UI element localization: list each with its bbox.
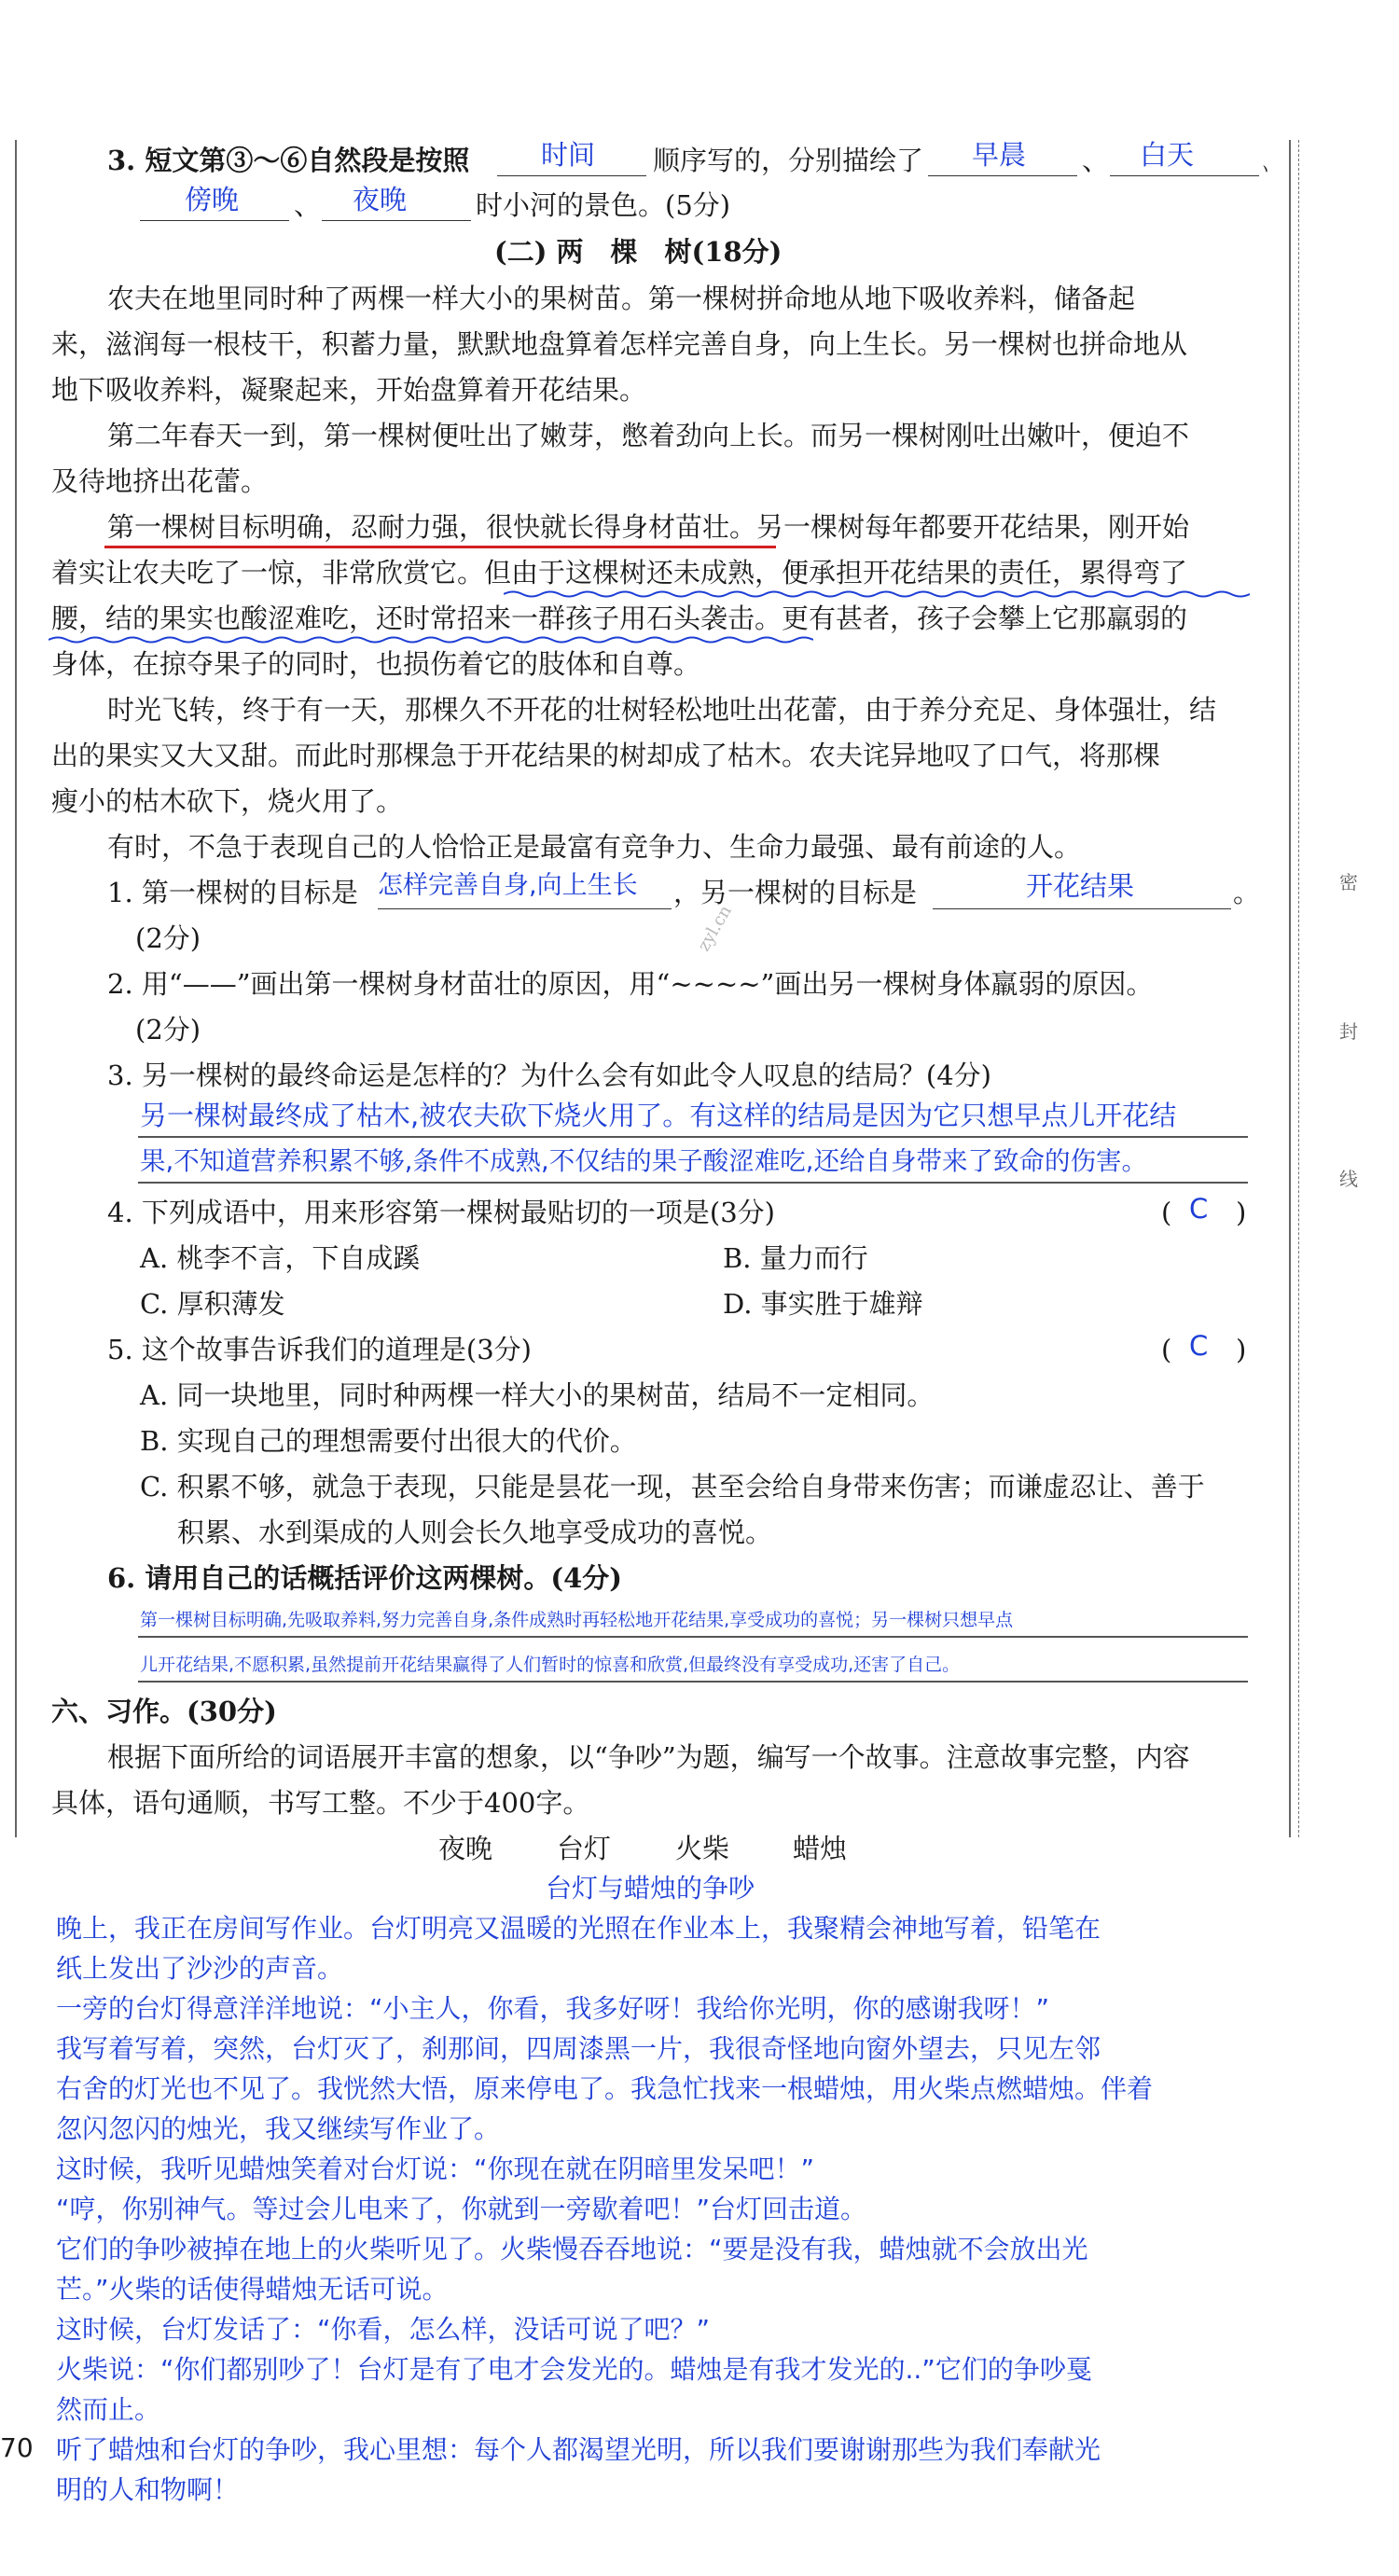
q4-paren-right: ) bbox=[1236, 1197, 1247, 1228]
essay-line: 一旁的台灯得意洋洋地说：“小主人，你看，我多好呀！我给你光明，你的感谢我呀！” bbox=[56, 1993, 1050, 2024]
q3-top-answer5: 夜晚 bbox=[353, 184, 408, 215]
essay-line: 我写着写着，突然，台灯灭了，刹那间，四周漆黑一片，我很奇怪地向窗外望去，只见左邻 bbox=[56, 2033, 1101, 2064]
section6-word: 夜晚 bbox=[438, 1833, 493, 1864]
passage-line: 第二年春天一到，第一棵树便吐出了嫩芽，憋着劲向上长。而另一棵树刚吐出嫩叶，便迫不 bbox=[107, 420, 1190, 451]
q3-top-blank4 bbox=[140, 220, 289, 221]
red-underline bbox=[104, 546, 776, 548]
q3-text: 3. 另一棵树的最终命运是怎样的？为什么会有如此令人叹息的结局？(4分) bbox=[107, 1059, 991, 1091]
q1-text-a: 1. 第一棵树的目标是 bbox=[107, 877, 358, 908]
q3-top-blank1 bbox=[497, 175, 646, 176]
section6-word: 台灯 bbox=[557, 1833, 612, 1864]
q6-answer-rule2 bbox=[138, 1681, 1248, 1683]
essay-title: 台灯与蜡烛的争吵 bbox=[546, 1873, 755, 1904]
passage-line: 瘦小的枯木砍下，烧火用了。 bbox=[51, 785, 404, 817]
essay-line: 明的人和物啊！ bbox=[56, 2474, 240, 2505]
watermark: zyl.cn bbox=[694, 902, 736, 955]
essay-line: 它们的争吵被掉在地上的火柴听见了。火柴慢吞吞地说：“要是没有我，蜡烛就不会放出光 bbox=[56, 2234, 1088, 2264]
q3-top-answer1: 时间 bbox=[541, 139, 596, 171]
passage-line: 有时，不急于表现自己的人恰恰正是最富有竞争力、生命力最强、最有前途的人。 bbox=[107, 831, 1082, 863]
essay-line: 晚上，我正在房间写作业。台灯明亮又温暖的光照在作业本上，我聚精会神地写着，铅笔在 bbox=[56, 1913, 1101, 1944]
q3-top-blank2 bbox=[928, 175, 1077, 176]
q2-score: (2分) bbox=[135, 1014, 201, 1046]
section6-prompt-line2: 具体，语句通顺，书写工整。不少于400字。 bbox=[51, 1787, 590, 1819]
q5-option-a: A. 同一块地里，同时种两棵一样大小的果树苗，结局不一定相同。 bbox=[140, 1379, 935, 1411]
blue-wavy-underline bbox=[48, 635, 813, 644]
q3-top-answer2: 早晨 bbox=[972, 139, 1027, 171]
q3-top-sep1: 、 bbox=[1082, 145, 1110, 176]
essay-line: 火柴说：“你们都别吵了！台灯是有了电才会发光的。蜡烛是有我才发光的..”它们的争吵戛 bbox=[56, 2354, 1092, 2385]
q6-answer-line1: 第一棵树目标明确,先吸取养料,努力完善自身,条件成熟时再轻松地开花结果,享受成功的喜悦；另一棵树只想早点 bbox=[140, 1610, 1014, 1630]
q5-option-c: C. 积累不够，就急于表现，只能是昙花一现，甚至会给自身带来伤害；而谦虚忍让、善于 bbox=[140, 1471, 1205, 1503]
essay-line: 忽闪忽闪的烛光，我又继续写作业了。 bbox=[56, 2113, 501, 2144]
passage-line: 及待地挤出花蕾。 bbox=[51, 465, 269, 497]
q4-answer: C bbox=[1189, 1193, 1209, 1225]
q3-answer-rule2 bbox=[138, 1182, 1248, 1184]
passage-line: 身体，在掠夺果子的同时，也损伤着它的肢体和自尊。 bbox=[51, 648, 701, 680]
q4-paren-left: ( bbox=[1161, 1197, 1172, 1228]
q3-answer-line2: 果,不知道营养积累不够,条件不成熟,不仅结的果子酸涩难吃,还给自身带来了致命的伤害。 bbox=[140, 1146, 1147, 1176]
q3-top-line1b: 顺序写的，分别描绘了 bbox=[653, 145, 924, 176]
passage-line: 腰，结的果实也酸涩难吃，还时常招来一群孩子用石头袭击。更有甚者，孩子会攀上它那羸弱的 bbox=[51, 602, 1188, 634]
passage-line: 着实让农夫吃了一惊，非常欣赏它。但由于这棵树还未成熟，便承担开花结果的责任，累得弯了 bbox=[51, 557, 1188, 589]
passage-line: 地下吸收养料，凝聚起来，开始盘算着开花结果。 bbox=[51, 374, 647, 406]
q3-top-answer4: 傍晚 bbox=[185, 184, 240, 215]
q6-text: 6. 请用自己的话概括评价这两棵树。(4分) bbox=[107, 1562, 622, 1594]
margin-label-xian: 线 bbox=[1339, 1168, 1358, 1190]
q5-answer: C bbox=[1189, 1330, 1209, 1362]
section6-word: 蜡烛 bbox=[793, 1833, 848, 1864]
blue-wavy-underline bbox=[504, 589, 1250, 599]
seal-line-right bbox=[1298, 140, 1299, 1837]
q5-option-b: B. 实现自己的理想需要付出很大的代价。 bbox=[140, 1425, 637, 1457]
q1-score: (2分) bbox=[135, 922, 201, 954]
essay-line: 然而止。 bbox=[56, 2394, 161, 2425]
q3-top-sep3: 、 bbox=[294, 189, 322, 221]
margin-label-mi: 密 bbox=[1339, 871, 1358, 893]
q5-paren-right: ) bbox=[1236, 1334, 1247, 1365]
q4-option-b: B. 量力而行 bbox=[723, 1242, 868, 1274]
essay-line: 听了蜡烛和台灯的争吵，我心里想：每个人都渴望光明，所以我们要谢谢那些为我们奉献光 bbox=[56, 2434, 1101, 2465]
essay-line: “哼，你别神气。等过会儿电来了，你就到一旁歇着吧！”台灯回击道。 bbox=[56, 2194, 867, 2224]
q3-top-answer3: 白天 bbox=[1140, 139, 1195, 171]
q3-top-line2b: 时小河的景色。(5分) bbox=[476, 189, 731, 221]
essay-line: 这时候，我听见蜡烛笑着对台灯说：“你现在就在阴暗里发呆吧！” bbox=[56, 2154, 815, 2184]
passage-line: 第一棵树目标明确，忍耐力强，很快就长得身材苗壮。另一棵树每年都要开花结果，刚开始 bbox=[107, 511, 1190, 543]
q3-answer-line1: 另一棵树最终成了枯木,被农夫砍下烧火用了。有这样的结局是因为它只想早点儿开花结 bbox=[140, 1100, 1177, 1131]
q3-top-line1a: 3. 短文第③～⑥自然段是按照 bbox=[107, 145, 470, 176]
q3-top-blank5 bbox=[322, 220, 471, 221]
q4-option-a: A. 桃李不言，下自成蹊 bbox=[140, 1242, 421, 1274]
section6-word: 火柴 bbox=[675, 1833, 730, 1864]
q1-answer1: 怎样完善自身,向上生长 bbox=[378, 871, 638, 900]
margin-label-feng: 封 bbox=[1339, 1020, 1358, 1043]
q1-blank1 bbox=[378, 908, 672, 909]
q1-blank2 bbox=[933, 908, 1231, 909]
essay-line: 这时候，台灯发话了：“你看，怎么样，没话可说了吧？” bbox=[56, 2314, 711, 2345]
seal-line-left bbox=[1289, 140, 1291, 1837]
q4-text: 4. 下列成语中，用来形容第一棵树最贴切的一项是(3分) bbox=[107, 1197, 775, 1228]
essay-line: 纸上发出了沙沙的声音。 bbox=[56, 1953, 344, 1984]
q1-text-c: 。 bbox=[1233, 877, 1261, 908]
q3-top-sep2: 、 bbox=[1263, 145, 1279, 176]
q3-top-blank3 bbox=[1110, 175, 1259, 176]
q1-answer2: 开花结果 bbox=[1026, 870, 1135, 902]
q2-text: 2. 用“——”画出第一棵树身材苗壮的原因，用“~~~~”画出另一棵树身体羸弱的原因。 bbox=[107, 968, 1154, 1000]
section6-prompt-line1: 根据下面所给的词语展开丰富的想象，以“争吵”为题，编写一个故事。注意故事完整，内容 bbox=[107, 1741, 1190, 1773]
q4-option-c: C. 厚积薄发 bbox=[140, 1288, 285, 1320]
section2-title: (二) 两 棵 树(18分) bbox=[494, 236, 783, 268]
left-border bbox=[15, 140, 17, 1837]
q1-text-b: ，另一棵树的目标是 bbox=[673, 877, 918, 908]
passage-line: 来，滋润每一根枝干，积蓄力量，默默地盘算着怎样完善自身，向上生长。另一棵树也拼命地从 bbox=[51, 328, 1188, 360]
q6-answer-line2: 儿开花结果,不愿积累,虽然提前开花结果赢得了人们暂时的惊喜和欣赏,但最终没有享受成功,还害了自己。 bbox=[140, 1655, 961, 1675]
q6-answer-rule1 bbox=[138, 1636, 1248, 1638]
essay-line: 右舍的灯光也不见了。我恍然大悟，原来停电了。我急忙找来一根蜡烛，用火柴点燃蜡烛。伴着 bbox=[56, 2073, 1154, 2104]
page-number: 70 bbox=[0, 2432, 34, 2463]
passage-line: 时光飞转，终于有一天，那棵久不开花的壮树轻松地吐出花蕾，由于养分充足、身体强壮，结 bbox=[107, 694, 1217, 726]
q5-text: 5. 这个故事告诉我们的道理是(3分) bbox=[107, 1334, 532, 1365]
passage-line: 农夫在地里同时种了两棵一样大小的果树苗。第一棵树拼命地从地下吸收养料，储备起 bbox=[107, 283, 1136, 314]
q3-answer-rule1 bbox=[138, 1136, 1248, 1138]
section6-title: 六、习作。(30分) bbox=[51, 1696, 277, 1727]
q4-option-d: D. 事实胜于雄辩 bbox=[723, 1288, 923, 1320]
q5-option-c-cont: 积累、水到渠成的人则会长久地享受成功的喜悦。 bbox=[177, 1517, 773, 1548]
essay-line: 芒。”火柴的话使得蜡烛无话可说。 bbox=[56, 2274, 449, 2305]
q5-paren-left: ( bbox=[1161, 1334, 1172, 1365]
passage-line: 出的果实又大又甜。而此时那棵急于开花结果的树却成了枯木。农夫诧异地叹了口气，将那棵 bbox=[51, 740, 1161, 771]
